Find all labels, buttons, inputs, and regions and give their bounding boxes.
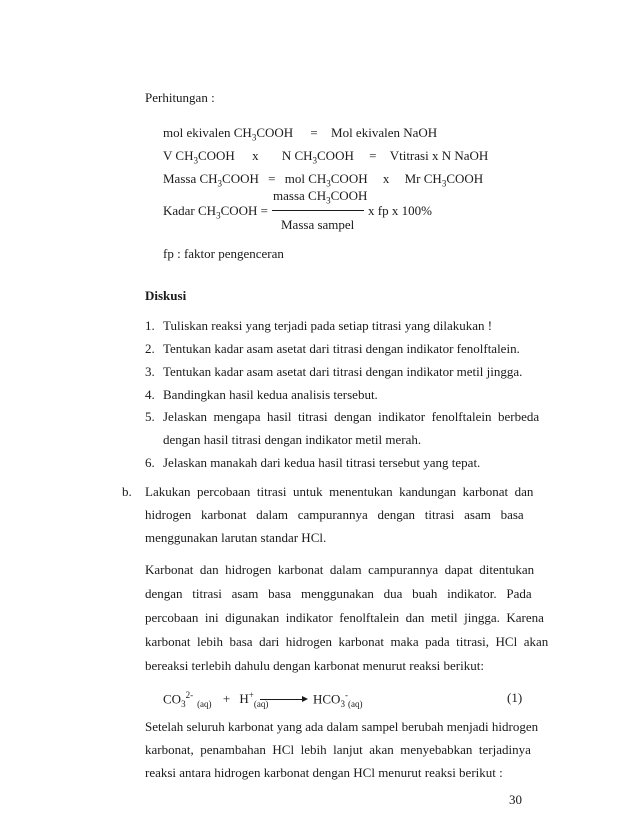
fraction-numerator: massa $CH_3COOH$	[273, 188, 368, 206]
para2-line-2: karbonat, penambahan HCl lebih lanjut akan menyebabkan terjadinya	[145, 742, 531, 757]
diskusi-item-5-line-2: dengan hasil titrasi dengan indikator metil merah.	[163, 432, 422, 447]
section-b-intro-line-2: hidrogen karbonat dalam campurannya dengan titrasi asam basa	[145, 507, 524, 522]
diskusi-num-3: 3.	[145, 364, 155, 379]
diskusi-item-3: Tentukan kadar asam asetat dari titrasi dengan indikator metil jingga.	[163, 364, 523, 379]
para-line-5: bereaksi terlebih dahulu dengan karbonat menurut reaksi berikut:	[145, 658, 484, 673]
para-line-2: dengan titrasi asam basa menggunakan dua buah indikator. Pada	[145, 586, 532, 601]
reaction-reactants: $CO_3^{2-}_{(aq)} + H^+_{(aq)}$	[163, 690, 269, 709]
diskusi-num-1: 1.	[145, 318, 155, 333]
section-b-intro-line-3: menggunakan larutan standar HCl.	[145, 530, 327, 545]
kadar-lhs: Kadar $CH_3COOH$ =	[163, 203, 268, 221]
diskusi-item-5-line-1: Jelaskan mengapa hasil titrasi dengan indikator fenolftalein berbeda	[163, 409, 540, 424]
diskusi-item-4: Bandingkan hasil kedua analisis tersebut.	[163, 387, 378, 402]
diskusi-item-2: Tentukan kadar asam asetat dari titrasi dengan indikator fenolftalein.	[163, 341, 520, 356]
para2-line-1: Setelah seluruh karbonat yang ada dalam sampel berubah menjadi hidrogen	[145, 719, 539, 734]
diskusi-num-5: 5.	[145, 409, 155, 424]
formula-line-1: mol ekivalen $CH_3COOH$ = Mol ekivalen NaOH	[163, 125, 438, 143]
fp-note: fp : faktor pengenceran	[163, 246, 284, 261]
section-b-intro-line-1: Lakukan percobaan titrasi untuk menentukan kandungan karbonat dan	[145, 484, 534, 499]
fraction-denominator: Massa sampel	[281, 217, 355, 232]
para-line-4: karbonat lebih basa dari hidrogen karbonat maka pada titrasi, HCl akan	[145, 634, 549, 649]
reaction-arrow	[260, 699, 306, 700]
diskusi-heading: Diskusi	[145, 288, 187, 303]
section-b-label: b.	[122, 484, 132, 499]
para2-line-3: reaksi antara hidrogen karbonat dengan HCl menurut reaksi berikut :	[145, 765, 503, 780]
diskusi-num-4: 4.	[145, 387, 155, 402]
formula-line-2: V $CH_3COOH$ x N $CH_3COOH$ = Vtitrasi x N NaOH	[163, 148, 489, 166]
formula-line-3: Massa $CH_3COOH$ = mol $CH_3COOH$ x Mr $CH_3COOH$	[163, 171, 484, 189]
para-line-3: percobaan ini digunakan indikator fenolftalein dan metil jingga. Karena	[145, 610, 544, 625]
diskusi-item-6: Jelaskan manakah dari kedua hasil titrasi tersebut yang tepat.	[163, 455, 481, 470]
diskusi-num-2: 2.	[145, 341, 155, 356]
para-line-1: Karbonat dan hidrogen karbonat dalam campurannya dapat ditentukan	[145, 562, 535, 577]
kadar-tail: x fp x 100%	[368, 203, 432, 218]
diskusi-item-1: Tuliskan reaksi yang terjadi pada setiap titrasi yang dilakukan !	[163, 318, 493, 333]
reaction-product: $HCO_3^-_{(aq)}$	[313, 690, 363, 709]
fraction-bar	[272, 210, 364, 211]
perhitungan-heading: Perhitungan :	[145, 90, 215, 105]
diskusi-num-6: 6.	[145, 455, 155, 470]
reaction-number: (1)	[507, 690, 523, 705]
page-number: 30	[509, 792, 522, 807]
